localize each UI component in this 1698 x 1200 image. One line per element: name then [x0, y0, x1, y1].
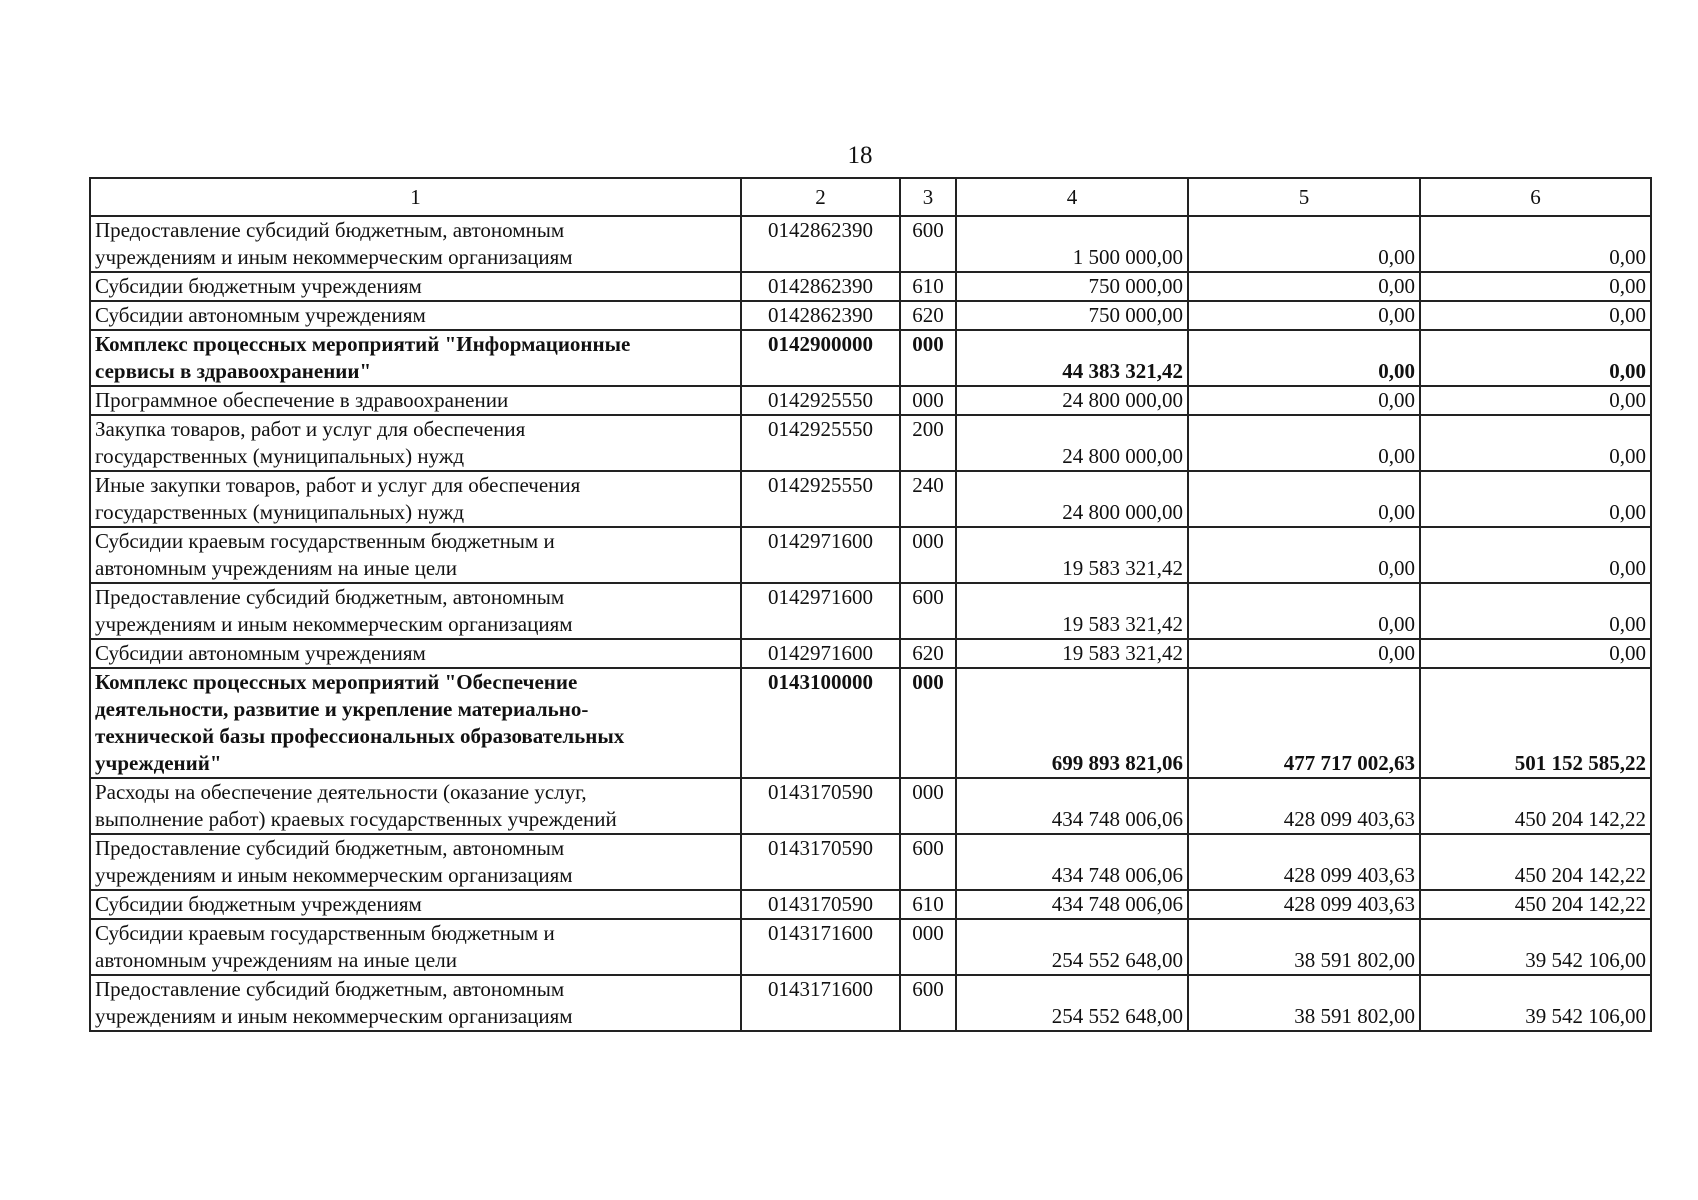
row-code-cell: 0143170590	[741, 778, 900, 834]
row-code-cell: 0143170590	[741, 890, 900, 919]
header-cell-2: 2	[741, 178, 900, 216]
header-cell-1: 1	[90, 178, 741, 216]
row-name-cell	[90, 583, 741, 639]
row-expense-type-cell: 600	[900, 583, 956, 639]
row-value-col5: 0,00	[1188, 330, 1420, 386]
row-expense-type-cell: 620	[900, 301, 956, 330]
row-value-col4: 44 383 321,42	[956, 330, 1188, 386]
row-value-col6: 0,00	[1420, 639, 1651, 668]
row-expense-type-cell: 600	[900, 834, 956, 890]
row-value-col4: 750 000,00	[956, 272, 1188, 301]
row-value-col6: 501 152 585,22	[1420, 668, 1651, 778]
row-name-line: Программное обеспечение в здравоохранении	[95, 388, 509, 412]
row-value-col6: 0,00	[1420, 330, 1651, 386]
row-code-cell: 0142900000	[741, 330, 900, 386]
row-name-cell	[90, 330, 741, 386]
row-expense-type-cell: 610	[900, 890, 956, 919]
table-row	[90, 975, 1651, 1031]
row-value-col5: 0,00	[1188, 272, 1420, 301]
row-name-line: Субсидии автономным учреждениям	[95, 641, 426, 665]
row-code-cell: 0142925550	[741, 415, 900, 471]
row-expense-type-cell: 600	[900, 216, 956, 272]
row-value-col6: 0,00	[1420, 415, 1651, 471]
row-code-cell: 0143170590	[741, 834, 900, 890]
row-expense-type-cell: 620	[900, 639, 956, 668]
table-row	[90, 301, 1651, 330]
row-name-cell	[90, 778, 741, 834]
row-name-cell	[90, 301, 741, 330]
table-row	[90, 415, 1651, 471]
row-code-cell: 0143171600	[741, 919, 900, 975]
row-value-col5: 0,00	[1188, 639, 1420, 668]
row-name-line: автономным учреждениям на иные цели	[95, 556, 457, 580]
row-name-line: Предоставление субсидий бюджетным, автономным	[95, 977, 565, 1001]
row-expense-type-cell: 000	[900, 527, 956, 583]
row-value-col6: 0,00	[1420, 301, 1651, 330]
row-name-line: Комплекс процессных мероприятий "Информационные	[95, 332, 631, 356]
row-value-col6: 0,00	[1420, 583, 1651, 639]
header-cell-5: 5	[1188, 178, 1420, 216]
row-name-line: Иные закупки товаров, работ и услуг для обеспечения	[95, 473, 581, 497]
row-name-line: Субсидии краевым государственным бюджетным и	[95, 921, 555, 945]
row-code-cell: 0142971600	[741, 583, 900, 639]
row-name-line: учреждениям и иным некоммерческим организациям	[95, 863, 573, 887]
table-row	[90, 668, 1651, 778]
row-code-cell: 0142862390	[741, 216, 900, 272]
table-row	[90, 386, 1651, 415]
table-row	[90, 272, 1651, 301]
table-row	[90, 527, 1651, 583]
row-name-line: учреждений"	[95, 751, 222, 775]
row-name-line: Субсидии автономным учреждениям	[95, 303, 426, 327]
row-expense-type-cell: 200	[900, 415, 956, 471]
row-name-line: учреждениям и иным некоммерческим организациям	[95, 1004, 573, 1028]
row-value-col5: 428 099 403,63	[1188, 890, 1420, 919]
row-code-cell: 0142862390	[741, 272, 900, 301]
row-value-col6: 0,00	[1420, 272, 1651, 301]
row-expense-type-cell: 600	[900, 975, 956, 1031]
page-number: 18	[847, 142, 873, 169]
row-name-line: Субсидии бюджетным учреждениям	[95, 274, 422, 298]
row-name-line: Субсидии бюджетным учреждениям	[95, 892, 422, 916]
row-name-cell	[90, 639, 741, 668]
row-value-col5: 428 099 403,63	[1188, 834, 1420, 890]
row-value-col4: 24 800 000,00	[956, 415, 1188, 471]
row-value-col6: 39 542 106,00	[1420, 975, 1651, 1031]
row-value-col4: 750 000,00	[956, 301, 1188, 330]
table-row	[90, 834, 1651, 890]
row-name-cell	[90, 386, 741, 415]
row-expense-type-cell: 000	[900, 668, 956, 778]
row-name-line: Предоставление субсидий бюджетным, автономным	[95, 836, 565, 860]
table-header-row	[90, 178, 1651, 216]
row-expense-type-cell: 000	[900, 330, 956, 386]
row-value-col4: 434 748 006,06	[956, 890, 1188, 919]
row-value-col4: 434 748 006,06	[956, 834, 1188, 890]
row-name-cell	[90, 527, 741, 583]
row-name-line: выполнение работ) краевых государственных учреждений	[95, 807, 617, 831]
row-name-cell	[90, 216, 741, 272]
row-value-col5: 38 591 802,00	[1188, 919, 1420, 975]
row-value-col5: 428 099 403,63	[1188, 778, 1420, 834]
row-name-line: технической базы профессиональных образовательных	[95, 724, 625, 748]
row-name-line: Закупка товаров, работ и услуг для обеспечения	[95, 417, 526, 441]
row-value-col6: 0,00	[1420, 216, 1651, 272]
row-value-col4: 254 552 648,00	[956, 919, 1188, 975]
table-body	[90, 178, 1651, 1031]
table-row	[90, 583, 1651, 639]
table-row	[90, 778, 1651, 834]
row-value-col5: 0,00	[1188, 471, 1420, 527]
row-code-cell: 0143100000	[741, 668, 900, 778]
row-value-col5: 0,00	[1188, 216, 1420, 272]
budget-table	[89, 177, 1652, 1032]
row-name-line: государственных (муниципальных) нужд	[95, 444, 465, 468]
row-value-col6: 0,00	[1420, 386, 1651, 415]
row-value-col6: 39 542 106,00	[1420, 919, 1651, 975]
row-name-cell	[90, 919, 741, 975]
row-name-line: государственных (муниципальных) нужд	[95, 500, 465, 524]
row-name-line: автономным учреждениям на иные цели	[95, 948, 457, 972]
row-value-col4: 24 800 000,00	[956, 471, 1188, 527]
row-name-line: Предоставление субсидий бюджетным, автономным	[95, 218, 565, 242]
row-value-col5: 477 717 002,63	[1188, 668, 1420, 778]
row-code-cell: 0142971600	[741, 527, 900, 583]
row-value-col6: 0,00	[1420, 471, 1651, 527]
table-row	[90, 919, 1651, 975]
row-value-col6: 0,00	[1420, 527, 1651, 583]
header-cell-3: 3	[900, 178, 956, 216]
row-name-cell	[90, 668, 741, 778]
row-value-col4: 699 893 821,06	[956, 668, 1188, 778]
row-code-cell: 0142925550	[741, 386, 900, 415]
row-name-line: учреждениям и иным некоммерческим организациям	[95, 612, 573, 636]
row-value-col4: 434 748 006,06	[956, 778, 1188, 834]
row-name-cell	[90, 975, 741, 1031]
row-code-cell: 0142925550	[741, 471, 900, 527]
row-value-col6: 450 204 142,22	[1420, 890, 1651, 919]
row-value-col5: 0,00	[1188, 583, 1420, 639]
row-value-col5: 38 591 802,00	[1188, 975, 1420, 1031]
row-name-line: деятельности, развитие и укрепление материально-	[95, 697, 589, 721]
row-code-cell: 0142971600	[741, 639, 900, 668]
row-value-col4: 19 583 321,42	[956, 527, 1188, 583]
row-value-col4: 24 800 000,00	[956, 386, 1188, 415]
row-name-line: сервисы в здравоохранении"	[95, 359, 372, 383]
row-value-col6: 450 204 142,22	[1420, 778, 1651, 834]
row-code-cell: 0142862390	[741, 301, 900, 330]
table-row	[90, 890, 1651, 919]
row-expense-type-cell: 240	[900, 471, 956, 527]
row-value-col5: 0,00	[1188, 415, 1420, 471]
row-expense-type-cell: 610	[900, 272, 956, 301]
row-value-col5: 0,00	[1188, 301, 1420, 330]
row-expense-type-cell: 000	[900, 778, 956, 834]
row-expense-type-cell: 000	[900, 386, 956, 415]
row-name-cell	[90, 272, 741, 301]
row-name-cell	[90, 415, 741, 471]
row-name-cell	[90, 834, 741, 890]
row-value-col5: 0,00	[1188, 527, 1420, 583]
row-name-line: учреждениям и иным некоммерческим организациям	[95, 245, 573, 269]
row-value-col4: 19 583 321,42	[956, 639, 1188, 668]
table-row	[90, 216, 1651, 272]
row-name-line: Комплекс процессных мероприятий "Обеспечение	[95, 670, 578, 694]
row-name-line: Расходы на обеспечение деятельности (оказание услуг,	[95, 780, 587, 804]
row-value-col4: 254 552 648,00	[956, 975, 1188, 1031]
table-row	[90, 330, 1651, 386]
header-cell-6: 6	[1420, 178, 1651, 216]
row-name-line: Предоставление субсидий бюджетным, автономным	[95, 585, 565, 609]
row-value-col5: 0,00	[1188, 386, 1420, 415]
row-name-cell	[90, 890, 741, 919]
row-value-col4: 19 583 321,42	[956, 583, 1188, 639]
row-code-cell: 0143171600	[741, 975, 900, 1031]
header-cell-4: 4	[956, 178, 1188, 216]
table-row	[90, 471, 1651, 527]
row-expense-type-cell: 000	[900, 919, 956, 975]
row-name-cell	[90, 471, 741, 527]
row-value-col4: 1 500 000,00	[956, 216, 1188, 272]
row-name-line: Субсидии краевым государственным бюджетным и	[95, 529, 555, 553]
table-row	[90, 639, 1651, 668]
row-value-col6: 450 204 142,22	[1420, 834, 1651, 890]
